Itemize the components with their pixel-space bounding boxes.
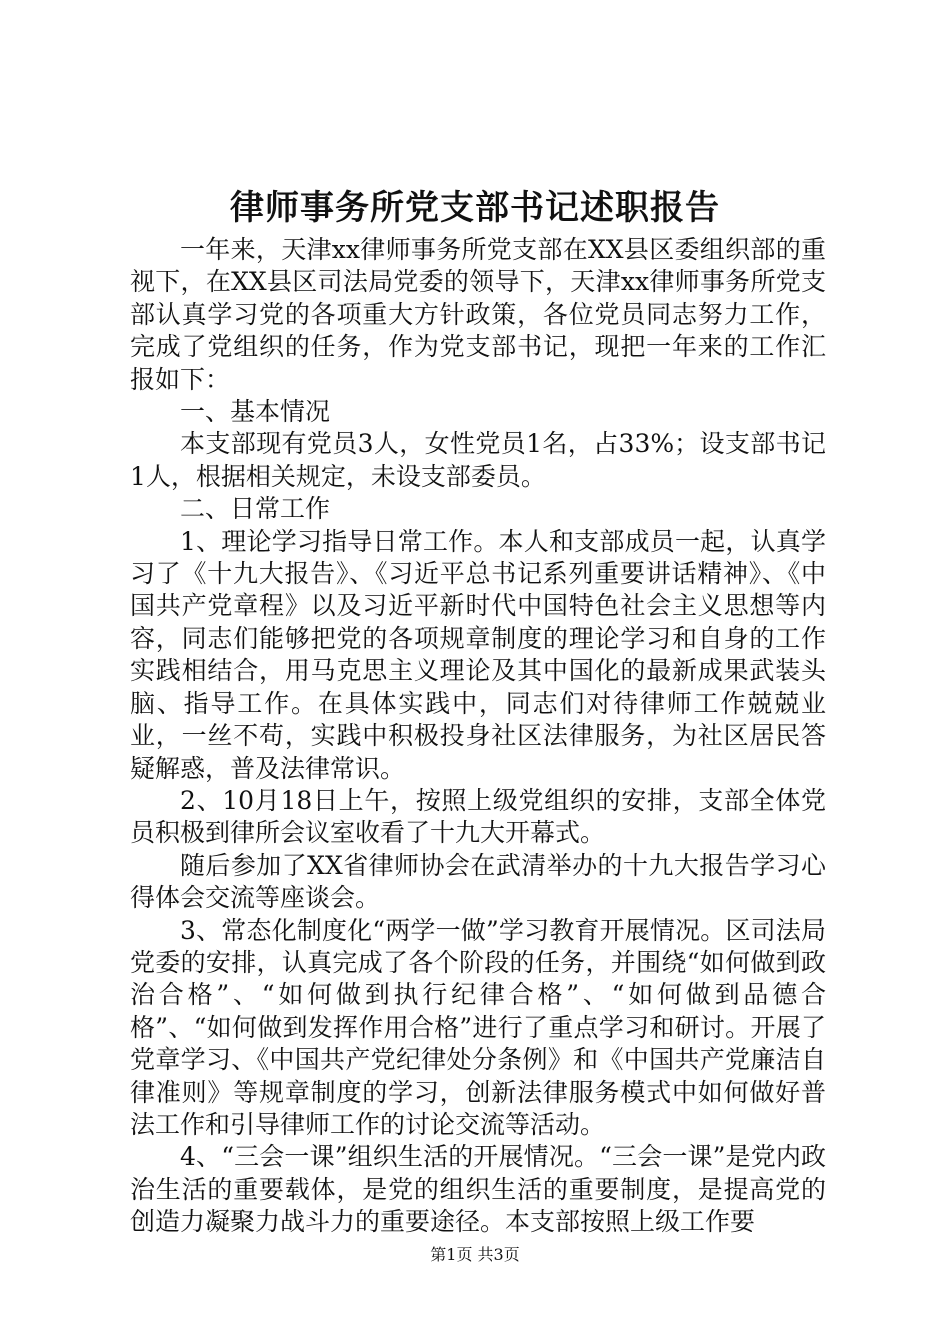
page-footer: 第1页 共3页 bbox=[430, 1245, 520, 1264]
section-heading-basic: 一、基本情况 bbox=[180, 397, 331, 427]
paragraph-item-2-followup: 随后参加了XX省律师协会在武清举办的十九大报告学习心得体会交流等座谈会。 bbox=[130, 850, 826, 913]
paragraph-item-2: 2、10月18日上午，按照上级党组织的安排，支部全体党员积极到律所会议室收看了十九大开幕式。 bbox=[130, 785, 826, 848]
paragraph-intro: 一年来，天津xx律师事务所党支部在XX县区委组织部的重视下，在XX县区司法局党委的领导下，天津xx律师事务所党支部认真学习党的各项重大方针政策，各位党员同志努力工作，完成了党组织的任务，作为党支部书记，现把一年来的工作汇报如下： bbox=[130, 235, 826, 394]
document-body bbox=[130, 234, 826, 1239]
paragraph-item-4: 4、“三会一课”组织生活的开展情况。“三会一课”是党内政治生活的重要载体，是党的组织生活的重要制度，是提高党的创造力凝聚力战斗力的重要途径。本支部按照上级工作要 bbox=[130, 1142, 826, 1237]
paragraph-item-3: 3、常态化制度化“两学一做”学习教育开展情况。区司法局党委的安排，认真完成了各个阶段的任务，并围绕“如何做到政治合格”、“如何做到执行纪律合格”、“如何做到品德合格”、“如何做到发挥作用合格”进行了重点学习和研讨。开展了党章学习、《中国共产党纪律处分条例》和《中国共产党廉洁自律准则》等规章制度的学习，创新法律服务模式中如何做好普法工作和引导律师工作的讨论交流等活动。 bbox=[130, 915, 826, 1139]
document-title: 律师事务所党支部书记述职报告 bbox=[230, 188, 720, 228]
paragraph-basic-info: 本支部现有党员3人，女性党员1名，占33%；设支部书记1人，根据相关规定，未设支部委员。 bbox=[130, 429, 826, 491]
section-heading-daily-work: 二、日常工作 bbox=[180, 494, 331, 524]
paragraph-item-1: 1、理论学习指导日常工作。本人和支部成员一起，认真学习了《十九大报告》、《习近平总书记系列重要讲话精神》、《中国共产党章程》以及习近平新时代中国特色社会主义思想等内容，同志们能够把党的各项规章制度的理论学习和自身的工作实践相结合，用马克思主义理论及其中国化的最新成果武装头脑、指导工作。在具体实践中，同志们对待律师工作兢兢业业，一丝不苟，实践中积极投身社区法律服务，为社区居民答疑解惑，普及法律常识。 bbox=[130, 526, 826, 783]
